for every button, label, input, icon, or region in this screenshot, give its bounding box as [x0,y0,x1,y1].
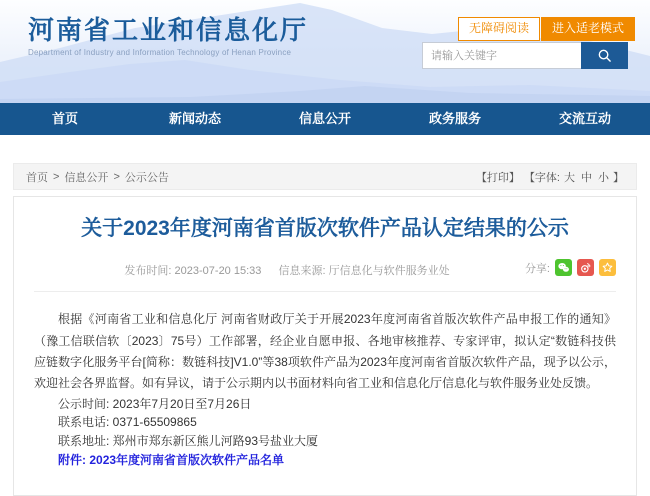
nav-item-home[interactable]: 首页 [51,111,78,126]
nav-item-info-disclosure[interactable]: 信息公开 [298,111,351,126]
main-nav [0,103,650,135]
site-name: 河南省工业和信息化厅 [28,15,309,45]
publish-time: 发布时间: 2023-07-20 15:33 [124,265,262,278]
publicity-period-line: 公示时间: 2023年7月20日至7月26日 [58,396,252,411]
article-paragraph: 根据《河南省工业和信息化厅 河南省财政厅关于开展2023年度河南省首版次软件产品申报工作的通知》（豫工信联信软〔2023〕75号）工作部署，经企业自愿申报、各地审核推荐、专家评审，拟认定“数链科技供应链数字化服务平台[简称：数链科技]V1.0”等38项软件产品为2023年度河南省首版次软件产品，现予以公示，欢迎社会各界监督。如有异议，请于公示期内以书面材料向省工业和信息化厅信息化与软件服务业处反馈。 [34,312,616,391]
article-meta-row [34,262,616,292]
print-button[interactable]: 【打印】 [475,171,520,184]
article-content-box [13,196,637,496]
font-size-medium[interactable]: 中 [581,171,592,184]
site-header [0,0,650,103]
search-input[interactable] [422,42,581,69]
article-title: 关于2023年度河南省首版次软件产品认定结果的公示 [81,217,569,240]
site-logo[interactable] [28,16,308,57]
nav-item-news[interactable]: 新闻动态 [168,111,221,126]
breadcrumb-bar [13,163,637,190]
qzone-share-icon[interactable] [599,259,616,276]
article-body [34,309,616,469]
search-icon [597,48,612,63]
nav-item-interaction[interactable]: 交流互动 [558,111,611,126]
search-bar [422,42,628,69]
page-tools [476,169,624,185]
wechat-share-icon[interactable] [555,259,572,276]
share-label: 分享: [524,262,550,275]
accessibility-reading-button[interactable]: 无障碍阅读 [458,17,540,41]
weibo-share-icon[interactable] [577,259,594,276]
site-name-english: Department of Industry and Information Technology of Henan Province [28,47,292,57]
breadcrumb-announcements[interactable]: 公示公告 [124,171,169,184]
breadcrumb-separator: > [113,170,120,183]
breadcrumb-info-disclosure[interactable]: 信息公开 [64,171,109,184]
font-size-label-close: 】 [613,171,624,184]
elderly-mode-button[interactable]: 进入适老模式 [541,17,635,41]
attachment-link[interactable]: 2023年度河南省首版次软件产品名单 [89,452,285,467]
breadcrumb-home[interactable]: 首页 [26,171,48,184]
font-size-large[interactable]: 大 [564,171,575,184]
attachment-line [34,451,616,470]
share-block [525,259,616,276]
attachment-label: 附件: [58,452,90,467]
header-buttons [458,17,635,41]
font-size-small[interactable]: 小 [598,171,609,184]
contact-phone-line: 联系电话: 0371-65509865 [58,415,197,430]
info-source: 信息来源: 厅信息化与软件服务业处 [278,265,450,278]
font-size-label: 【字体: [523,171,560,184]
nav-item-gov-services[interactable]: 政务服务 [428,111,481,126]
breadcrumb [26,169,169,185]
search-button[interactable] [581,42,628,69]
breadcrumb-separator: > [53,170,60,183]
contact-address-line: 联系地址: 郑州市郑东新区熊儿河路93号盐业大厦 [58,433,319,448]
